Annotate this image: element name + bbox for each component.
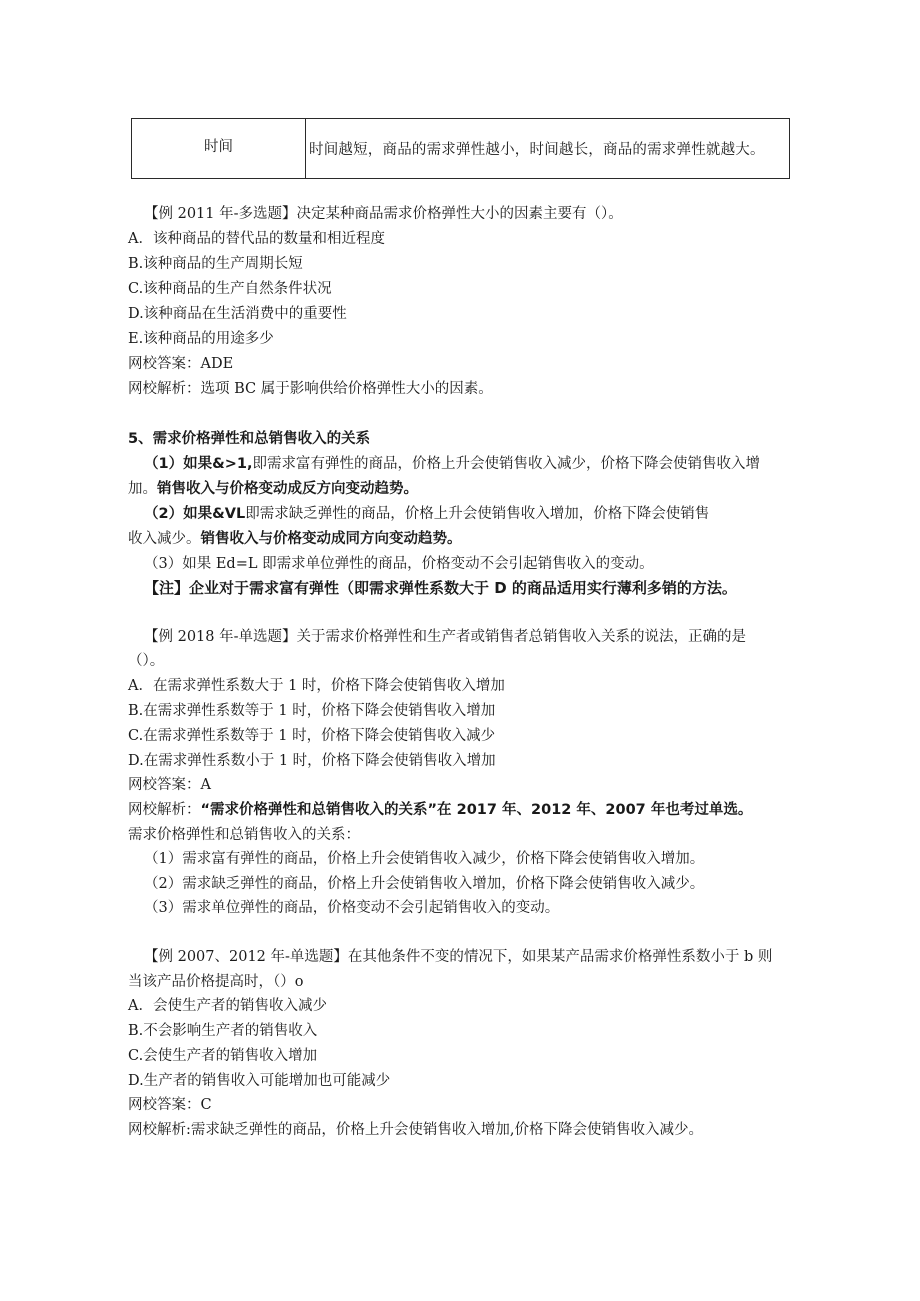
p2-rest: 即需求缺乏弹性的商品，价格上升会使销售收入增加，价格下降会使销售 [245,506,710,522]
p1-line2-bold: 销售收入与价格变动成反方向变动趋势。 [157,481,418,497]
ex2-relation-1: （1）需求富有弹性的商品，价格上升会使销售收入减少，价格下降会使销售收入增加。 [144,851,705,867]
ex3-title-line1: 【例 2007、2012 年-单选题】在其他条件不变的情况下，如果某产品需求价格弹性系数小于 b 则 [144,949,773,965]
ex2-option-b: B.在需求弹性系数等于 1 时，价格下降会使销售收入增加 [128,703,496,719]
ex1-option-c: C.该种商品的生产自然条件状况 [128,281,332,297]
ex3-option-d: D.生产者的销售收入可能增加也可能减少 [128,1073,391,1089]
p1-rest: 即需求富有弹性的商品，价格上升会使销售收入减少，价格下降会使销售收入增 [252,456,760,472]
ex2-analysis [128,800,752,820]
ex1-option-a: A．该种商品的替代品的数量和相近程度 [128,231,385,247]
ex2-analysis-bold: “需求价格弹性和总销售收入的关系”在 2017 年、2012 年、2007 年也考过单选。 [200,802,753,818]
section5-p1-line2 [128,479,418,499]
ex2-relation-2: （2）需求缺乏弹性的商品，价格上升会使销售收入增加，价格下降会使销售收入减少。 [144,876,705,892]
ex2-answer: 网校答案：A [128,777,211,793]
ex1-option-e: E.该种商品的用途多少 [128,331,274,347]
table-row [132,119,790,179]
ex3-option-a: A．会使生产者的销售收入减少 [128,998,327,1014]
factor-desc-cell: 时间越短，商品的需求弹性越小，时间越长，商品的需求弹性就越大。 [306,119,790,179]
p2-bold-lead: （2）如果&VL [144,506,246,522]
ex1-answer: 网校答案：ADE [128,356,234,372]
ex2-option-d: D.在需求弹性系数小于 1 时，价格下降会使销售收入增加 [128,753,496,769]
ex3-option-b: B.不会影响生产者的销售收入 [128,1023,318,1039]
factor-table [131,118,790,179]
ex2-title-line1: 【例 2018 年-单选题】关于需求价格弹性和生产者或销售者总销售收入关系的说法，正确的是 [144,629,747,645]
p1-bold-lead: （1）如果&>1, [144,456,253,472]
ex2-analysis-label: 网校解析： [128,802,201,818]
section5-p2-line1 [144,504,709,524]
ex2-option-c: C.在需求弹性系数等于 1 时，价格下降会使销售收入减少 [128,728,496,744]
ex1-option-d: D.该种商品在生活消费中的重要性 [128,306,347,322]
ex1-title: 【例 2011 年-多选题】决定某种商品需求价格弹性大小的因素主要有（）。 [144,206,623,222]
ex3-title-line2: 当该产品价格提高时，（）o [128,974,304,990]
section5-p3: （3）如果 Ed=L 即需求单位弹性的商品，价格变动不会引起销售收入的变动。 [144,556,654,572]
factor-label-cell: 时间 [132,119,306,179]
ex3-analysis: 网校解析:需求缺乏弹性的商品，价格上升会使销售收入增加,价格下降会使销售收入减少。 [128,1122,703,1138]
section5-p1-line1 [144,454,760,474]
ex3-option-c: C.会使生产者的销售收入增加 [128,1048,318,1064]
ex1-analysis: 网校解析：选项 BC 属于影响供给价格弹性大小的因素。 [128,381,493,397]
p2-line2-plain: 收入减少。 [128,531,201,547]
p1-line2-plain: 加。 [128,481,157,497]
ex2-option-a: A．在需求弹性系数大于 1 时，价格下降会使销售收入增加 [128,678,505,694]
section5-heading: 5、需求价格弹性和总销售收入的关系 [128,431,371,447]
ex1-option-b: B.该种商品的生产周期长短 [128,256,303,272]
ex2-relation-3: （3）需求单位弹性的商品，价格变动不会引起销售收入的变动。 [144,900,560,916]
ex3-answer: 网校答案：C [128,1097,212,1113]
p2-line2-bold: 销售收入与价格变动成同方向变动趋势。 [200,531,462,547]
ex2-relation-title: 需求价格弹性和总销售收入的关系： [128,827,360,843]
section5-note: 【注】企业对于需求富有弹性（即需求弹性系数大于 D 的商品适用实行薄利多销的方法。 [144,579,737,597]
section5-p2-line2 [128,529,462,549]
ex2-title-line2: （）。 [128,653,165,669]
